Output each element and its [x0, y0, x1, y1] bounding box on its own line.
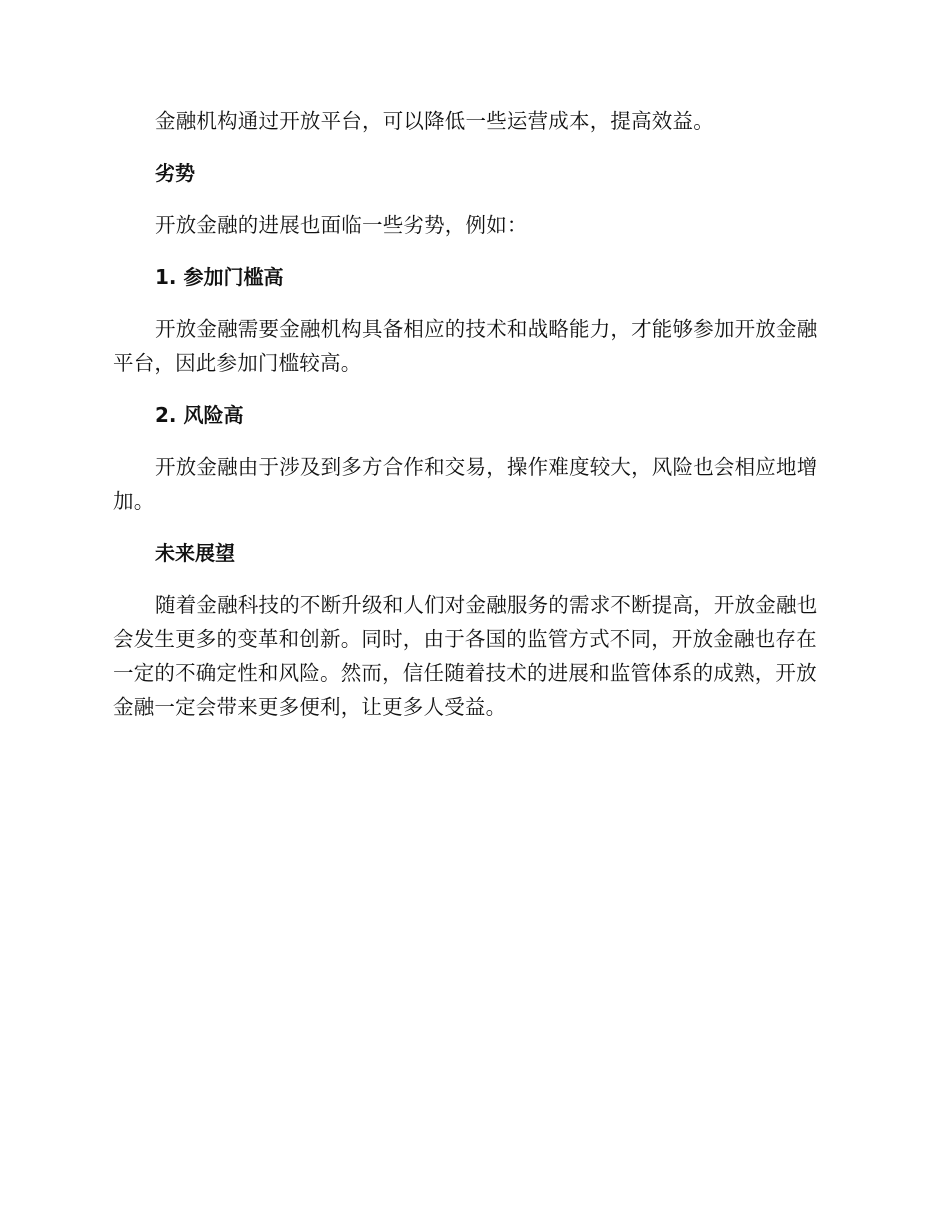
item1-heading: 1. 参加门槛高 — [155, 265, 284, 289]
disadvantages-intro-paragraph: 开放金融的进展也面临一些劣势，例如： — [155, 213, 528, 237]
disadvantages-heading: 劣势 — [155, 161, 195, 185]
intro-paragraph: 金融机构通过开放平台，可以降低一些运营成本，提高效益。 — [155, 109, 714, 133]
item2-heading: 2. 风险高 — [155, 403, 244, 427]
document-page — [113, 104, 833, 724]
outlook-heading: 未来展望 — [155, 541, 235, 565]
item2-paragraph: 开放金融由于涉及到多方合作和交易，操作难度较大，风险也会相应地增加。 — [113, 455, 818, 513]
item1-paragraph: 开放金融需要金融机构具备相应的技术和战略能力，才能够参加开放金融平台，因此参加门槛较高。 — [113, 317, 818, 375]
outlook-paragraph: 随着金融科技的不断升级和人们对金融服务的需求不断提高，开放金融也会发生更多的变革和创新。同时，由于各国的监管方式不同，开放金融也存在一定的不确定性和风险。然而，信任随着技术的进展和监管体系的成熟，开放金融一定会带来更多便利，让更多人受益。 — [113, 593, 818, 719]
